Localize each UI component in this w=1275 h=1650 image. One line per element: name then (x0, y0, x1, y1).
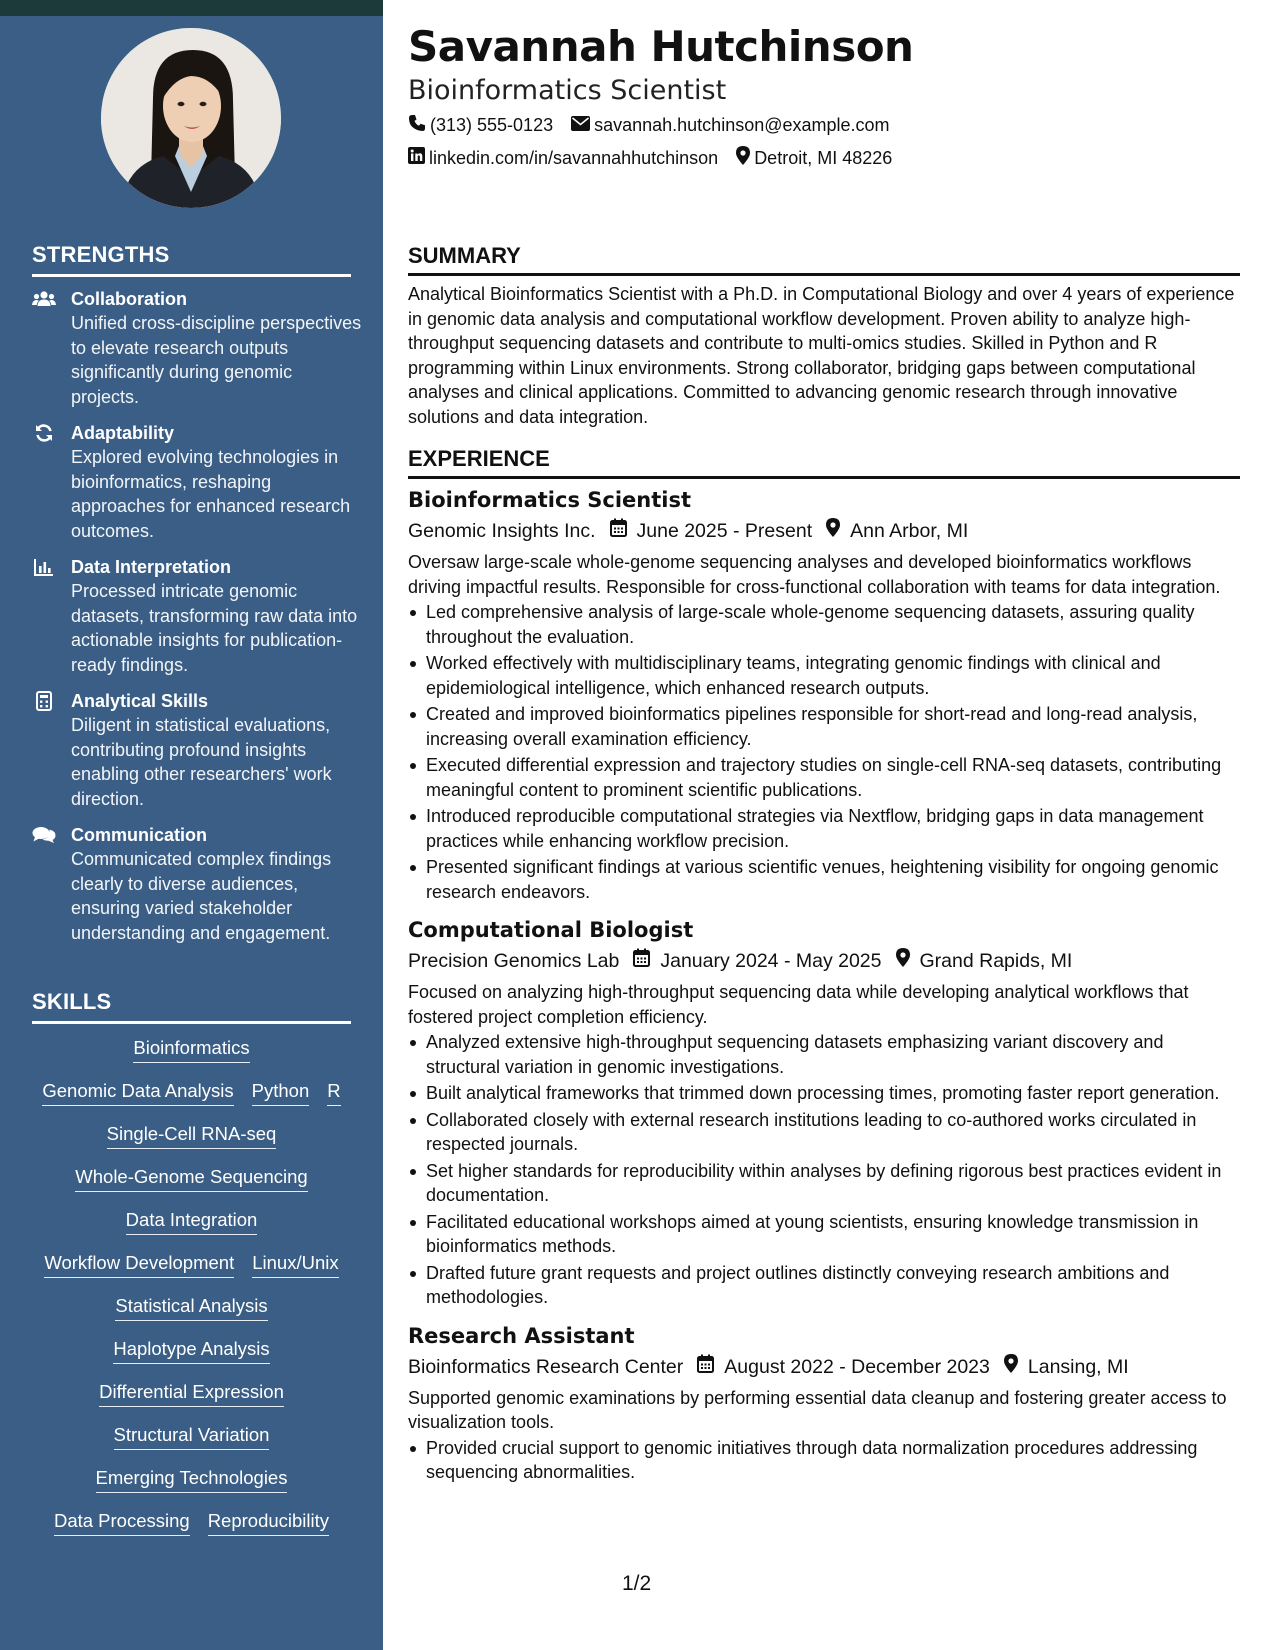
skills-list (32, 1035, 351, 1536)
job-bullet: Led comprehensive analysis of large-scale whole-genome sequencing datasets, assuring quality throughout the evaluation. (408, 600, 1240, 649)
calculator-icon (32, 691, 56, 711)
job-dates: June 2025 - Present (636, 520, 813, 542)
users-icon (32, 289, 56, 309)
main-content (408, 0, 1240, 1650)
calendar-icon (633, 946, 660, 976)
sidebar (0, 0, 383, 1650)
strength-description: Explored evolving technologies in bioinformatics, reshaping approaches for enhanced research outcomes. (71, 447, 351, 541)
job-location: Ann Arbor, MI (850, 520, 969, 542)
skill-tag: Reproducibility (208, 1508, 329, 1536)
map-marker-icon (736, 146, 754, 170)
skill-tag: Workflow Development (44, 1250, 234, 1278)
map-marker-icon (896, 946, 920, 976)
skill-tag: R (327, 1078, 340, 1106)
job-bullet: Built analytical frameworks that trimmed down processing times, promoting faster report generation. (408, 1081, 1240, 1106)
experience-entry (408, 916, 1240, 1310)
envelope-icon (571, 115, 594, 136)
summary-text: Analytical Bioinformatics Scientist with a Ph.D. in Computational Biology and over 4 years of experience in genomic data analysis and computational workflow development. Proven ability to analyze high-throughput sequencing datasets and contribute to multi-omics studies. Skilled in Python and R programming within Linux environments. Strong collaborator, bridging gaps between computational analyses and clinical applications. Committed to advancing genomic research through innovative solutions and data integration. (408, 284, 1235, 427)
strength-title: Communication (71, 825, 208, 845)
strengths-list (32, 287, 362, 957)
calendar-icon (697, 1352, 724, 1382)
experience-entry (408, 486, 1240, 904)
contact-row (408, 114, 908, 137)
bar-chart-icon (32, 557, 56, 577)
strengths-heading: STRENGTHS (32, 242, 351, 277)
strength-title: Collaboration (71, 289, 187, 309)
skill-tag: Linux/Unix (252, 1250, 338, 1278)
phone-contact (408, 114, 553, 137)
location-text: Detroit, MI 48226 (754, 147, 893, 168)
job-bullets (408, 1436, 1240, 1485)
summary-heading: SUMMARY (408, 243, 1240, 276)
job-dates-item (610, 516, 813, 546)
sidebar-top-bar (0, 0, 383, 16)
profile-photo (101, 28, 281, 208)
linkedin-text: linkedin.com/in/savannahhutchinson (429, 147, 719, 168)
candidate-title: Bioinformatics Scientist (408, 75, 727, 106)
page-number: 1/2 (622, 1572, 652, 1595)
map-marker-icon (1004, 1352, 1028, 1382)
job-meta (408, 946, 1240, 976)
job-location-item (896, 946, 1073, 976)
job-location-item (826, 516, 968, 546)
job-bullet: Drafted future grant requests and project outlines distinctly conveying research ambitions and methodologies. (408, 1261, 1240, 1310)
skill-tag: Structural Variation (114, 1422, 270, 1450)
skill-tag: Emerging Technologies (96, 1465, 288, 1493)
contact-row (408, 146, 910, 170)
job-bullet: Facilitated educational workshops aimed at young scientists, ensuring knowledge transmission in bioinformatics methods. (408, 1210, 1240, 1259)
skill-tag: Bioinformatics (133, 1035, 249, 1063)
strength-title: Adaptability (71, 423, 175, 443)
strength-description: Communicated complex findings clearly to diverse audiences, ensuring varied stakeholder understanding and engagement. (71, 849, 332, 943)
job-bullet: Worked effectively with multidisciplinary teams, integrating genomic findings with clinical and epidemiological intelligence, which enhanced research outputs. (408, 651, 1240, 700)
job-bullets (408, 600, 1240, 904)
job-meta (408, 1352, 1240, 1382)
job-location: Lansing, MI (1027, 1355, 1129, 1378)
job-company: Precision Genomics Lab (408, 950, 620, 972)
map-marker-icon (826, 516, 850, 546)
candidate-name: Savannah Hutchinson (408, 22, 914, 71)
skill-tag: Genomic Data Analysis (42, 1078, 233, 1106)
job-bullet: Collaborated closely with external research institutions leading to co-authored works circulated in respected journals. (408, 1108, 1240, 1157)
email-contact[interactable] (571, 115, 889, 136)
job-description: Focused on analyzing high-throughput sequencing data while developing analytical workflows that fostered project completion efficiency. (408, 982, 1189, 1027)
strength-item (32, 823, 362, 945)
strength-item (32, 689, 362, 811)
job-location-item (1004, 1352, 1129, 1382)
job-dates-item (697, 1352, 990, 1382)
experience-list (408, 486, 1240, 1497)
strength-item (32, 555, 362, 677)
skill-tag: Data Processing (54, 1508, 190, 1536)
job-bullet: Introduced reproducible computational strategies via Nextflow, bridging gaps in data management practices while enhancing workflow precision. (408, 804, 1240, 853)
skill-tag: Data Integration (126, 1207, 258, 1235)
job-location: Grand Rapids, MI (919, 950, 1073, 972)
job-dates: January 2024 - May 2025 (660, 950, 882, 972)
strength-description: Diligent in statistical evaluations, contributing profound insights enabling other researchers' work direction. (71, 715, 332, 809)
skill-tag: Haplotype Analysis (113, 1336, 269, 1364)
strength-description: Processed intricate genomic datasets, transforming raw data into actionable insights for publication-ready findings. (71, 581, 358, 675)
phone-icon (408, 114, 430, 137)
job-description: Oversaw large-scale whole-genome sequencing analyses and developed bioinformatics workflows driving impactful results. Responsible for cross-functional collaboration with teams for data integration. (408, 552, 1221, 597)
job-dates-item (633, 946, 881, 976)
skill-tag: Whole-Genome Sequencing (75, 1164, 307, 1192)
job-bullets (408, 1030, 1240, 1310)
job-bullet: Created and improved bioinformatics pipelines responsible for short-read and long-read analysis, increasing overall examination efficiency. (408, 702, 1240, 751)
job-dates: August 2022 - December 2023 (724, 1355, 990, 1378)
job-title: Research Assistant (408, 1323, 635, 1348)
strength-title: Data Interpretation (71, 557, 232, 577)
job-bullet: Provided crucial support to genomic initiatives through data normalization procedures addressing sequencing abnormalities. (408, 1436, 1240, 1485)
strength-description: Unified cross-discipline perspectives to elevate research outputs significantly during genomic projects. (71, 313, 362, 407)
experience-heading: EXPERIENCE (408, 446, 1240, 479)
job-bullet: Executed differential expression and trajectory studies on single-cell RNA-seq datasets, contributing meaningful content to prominent scientific publications. (408, 753, 1240, 802)
job-description: Supported genomic examinations by performing essential data cleanup and fostering greater access to visualization tools. (408, 1387, 1227, 1432)
strength-title: Analytical Skills (71, 691, 209, 711)
skills-heading: SKILLS (32, 989, 351, 1024)
phone-text: (313) 555-0123 (430, 115, 554, 135)
job-bullet: Set higher standards for reproducibility within analyses by defining rigorous best practices evident in documentation. (408, 1159, 1240, 1208)
strength-item (32, 421, 362, 543)
email-text: savannah.hutchinson@example.com (594, 115, 890, 135)
linkedin-contact[interactable] (408, 147, 718, 169)
strength-item (32, 287, 362, 409)
comments-icon (32, 825, 56, 845)
job-title: Computational Biologist (408, 918, 694, 942)
experience-entry (408, 1322, 1240, 1485)
calendar-icon (610, 516, 637, 546)
skill-tag: Statistical Analysis (115, 1293, 267, 1321)
job-company: Bioinformatics Research Center (408, 1355, 684, 1378)
linkedin-icon (408, 147, 429, 169)
skill-tag: Python (252, 1078, 310, 1106)
job-company: Genomic Insights Inc. (408, 520, 596, 542)
skill-tag: Differential Expression (99, 1379, 284, 1407)
skill-tag: Single-Cell RNA-seq (107, 1121, 277, 1149)
job-meta (408, 516, 1240, 546)
refresh-icon (32, 423, 56, 443)
location-contact (736, 146, 892, 170)
job-title: Bioinformatics Scientist (408, 488, 691, 512)
job-bullet: Presented significant findings at various scientific venues, heightening visibility for ongoing genomic research endeavors. (408, 855, 1240, 904)
job-bullet: Analyzed extensive high-throughput sequencing datasets emphasizing variant discovery and structural variation in genomic investigations. (408, 1030, 1240, 1079)
